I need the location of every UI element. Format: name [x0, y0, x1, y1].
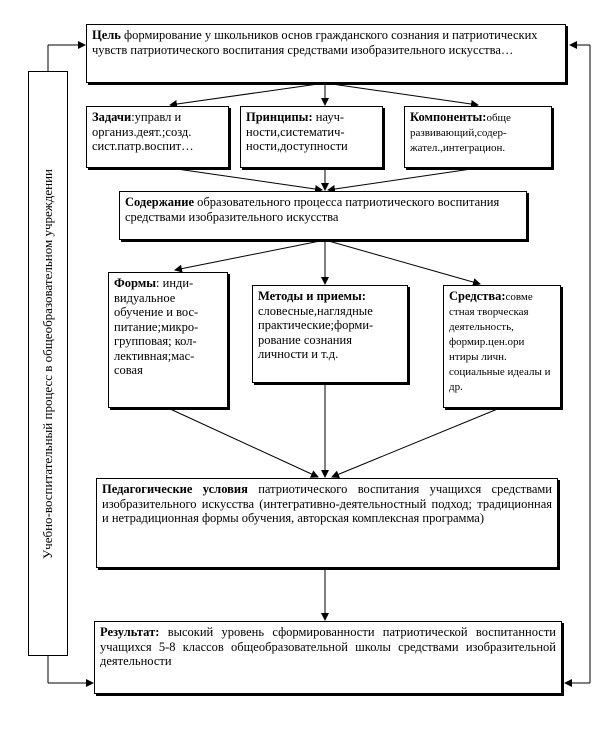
goal-box — [86, 24, 566, 83]
methods-title: Методы и приемы: — [258, 289, 366, 303]
means-text: совме стная творческая деятельность, формир.цен.ори нтиры личн. социальные идеалы и др. — [449, 291, 551, 393]
tasks-text: :управл и организ.деят.;созд. сист.патр.воспит… — [92, 110, 194, 153]
content-title: Содержание — [125, 195, 195, 209]
content-text: образовательного процесса патриотического воспитания средствами изобразительного искусства — [125, 195, 500, 224]
tasks-title: Задачи — [92, 110, 132, 124]
methods-box — [252, 285, 408, 383]
conditions-title: Педагогические условия — [102, 482, 248, 496]
side-process-box — [28, 71, 68, 656]
result-title: Результат: — [100, 625, 160, 639]
principles-box — [240, 106, 383, 168]
conditions-text: патриотического воспитания учащихся средствами изобразительного искусства (интегративно-деятельностный подход; традиционная и нетрадиционная формы обучения, авторская комплексная программа) — [102, 482, 552, 525]
content-box — [119, 191, 527, 240]
components-title: Компоненты: — [410, 110, 487, 124]
goal-title: Цель — [92, 28, 121, 42]
components-box — [404, 106, 552, 168]
goal-text: формирование у школьников основ гражданского сознания и патриотических чувств патриотического воспитания средствами изобразительного искусства… — [92, 28, 538, 57]
forms-text: : инди-видуальное обучение и вос-питание;микро-групповая; кол-лективная;мас-совая — [114, 276, 199, 377]
means-box — [443, 285, 561, 408]
tasks-box — [86, 106, 229, 168]
result-text: высокий уровень сформированности патриотической воспитанности учащихся 5-8 классов общеобразовательной школы средствами изобразительной деятельности — [100, 625, 556, 668]
side-process-label: Учебно-воспитательный процесс в общеобразовательном учреждении — [40, 168, 55, 559]
conditions-box — [96, 478, 558, 568]
components-text: обще развивающий,содер-жател.,интеграцион. — [410, 112, 511, 154]
forms-box — [108, 272, 228, 408]
principles-text: науч-ности,систематич-ности,доступности — [246, 110, 348, 153]
forms-title: Формы — [114, 276, 157, 290]
methods-text: словесные,наглядные практические;форми-рование сознания личности и т.д. — [258, 303, 374, 361]
principles-title: Принципы: — [246, 110, 313, 124]
means-title: Средства: — [449, 289, 506, 303]
result-box — [94, 621, 562, 694]
